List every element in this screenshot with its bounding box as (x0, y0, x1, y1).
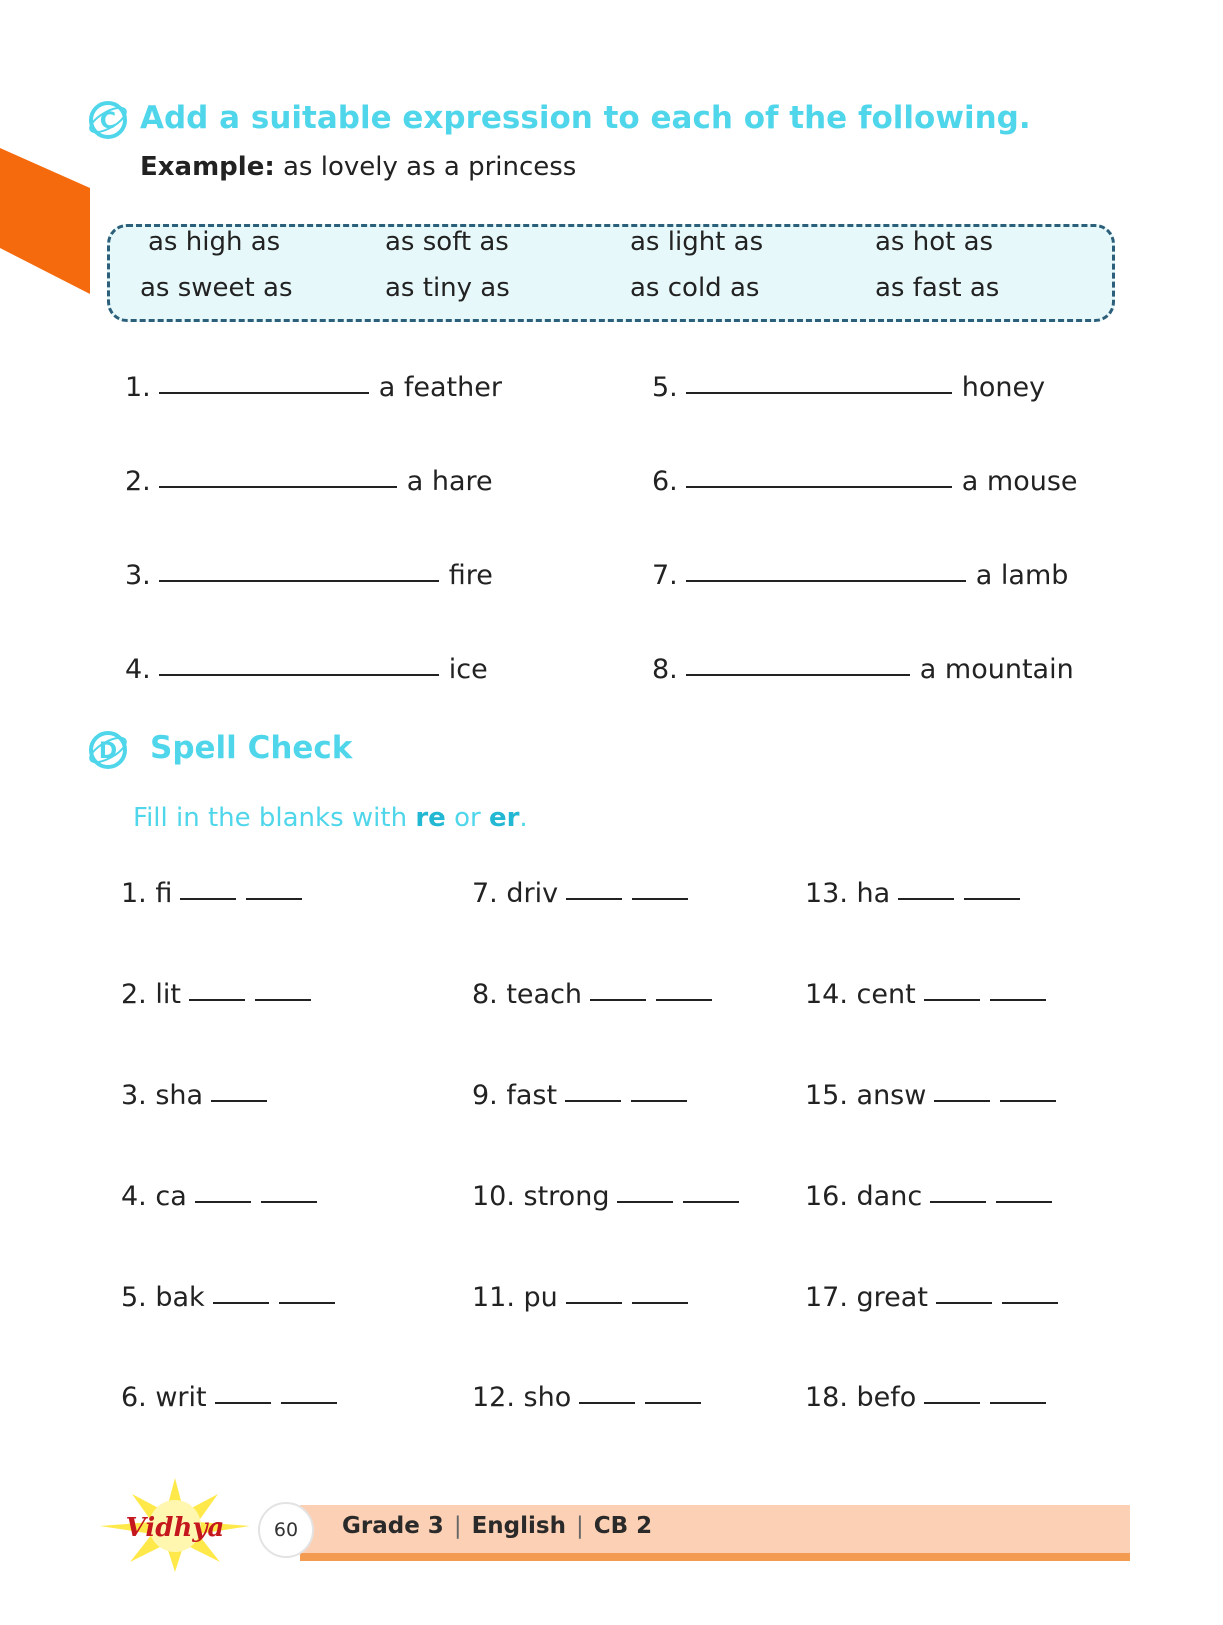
answer-blank[interactable] (686, 579, 966, 582)
letter-blank[interactable] (936, 1301, 992, 1304)
letter-blank[interactable] (1002, 1301, 1058, 1304)
question-row (652, 560, 1068, 591)
question-ending: a hare (406, 466, 493, 497)
question-ending: honey (961, 372, 1046, 403)
example-text: as lovely as a princess (274, 152, 577, 182)
spell-item (121, 1282, 335, 1313)
question-row (125, 654, 488, 685)
letter-blank[interactable] (934, 1099, 990, 1102)
letter-blank[interactable] (996, 1200, 1052, 1203)
letter-blank[interactable] (683, 1200, 739, 1203)
instruction-end: . (519, 803, 528, 833)
question-number: 4. (125, 654, 151, 685)
spell-word: 7. driv (472, 878, 559, 909)
spell-item (805, 1282, 1058, 1313)
spell-item (805, 878, 1020, 909)
letter-blank[interactable] (964, 897, 1020, 900)
letter-blank[interactable] (180, 897, 236, 900)
footer-separator: | (453, 1513, 462, 1539)
letter-blank[interactable] (211, 1099, 267, 1102)
letter-blank[interactable] (924, 1401, 980, 1404)
answer-blank[interactable] (159, 391, 369, 394)
instruction-or: or (445, 803, 489, 833)
letter-blank[interactable] (189, 998, 245, 1001)
vidhya-logo (90, 1474, 260, 1574)
question-ending: a mouse (961, 466, 1078, 497)
question-row (125, 560, 493, 591)
letter-blank[interactable] (617, 1200, 673, 1203)
instruction-er: er (488, 803, 520, 833)
spell-item (121, 1181, 317, 1212)
question-ending: a lamb (975, 560, 1069, 591)
spell-word: 17. great (805, 1282, 928, 1313)
spell-word: 11. pu (472, 1282, 558, 1313)
question-row (125, 372, 502, 403)
spell-word: 8. teach (472, 979, 583, 1010)
spell-item (121, 1382, 337, 1413)
footer-separator: | (575, 1513, 584, 1539)
spell-word: 1. fi (121, 878, 173, 909)
example-line (140, 152, 576, 182)
expression-item: as tiny as (385, 273, 510, 303)
answer-blank[interactable] (159, 673, 439, 676)
letter-blank[interactable] (656, 998, 712, 1001)
page-number: 60 (258, 1502, 314, 1558)
footer-label (342, 1513, 652, 1539)
letter-blank[interactable] (632, 1301, 688, 1304)
spell-word: 2. lit (121, 979, 181, 1010)
spell-item (121, 979, 311, 1010)
question-ending: fire (448, 560, 493, 591)
question-row (652, 654, 1074, 685)
instruction-re: re (415, 803, 446, 833)
letter-blank[interactable] (255, 998, 311, 1001)
letter-blank[interactable] (930, 1200, 986, 1203)
spell-word: 6. writ (121, 1382, 207, 1413)
answer-blank[interactable] (159, 579, 439, 582)
question-number: 7. (652, 560, 678, 591)
letter-blank[interactable] (565, 1099, 621, 1102)
instruction-pre: Fill in the blanks with (133, 803, 416, 833)
spell-word: 18. befo (805, 1382, 917, 1413)
letter-blank[interactable] (645, 1401, 701, 1404)
answer-blank[interactable] (686, 673, 910, 676)
letter-blank[interactable] (632, 897, 688, 900)
question-row (652, 466, 1078, 497)
question-number: 5. (652, 372, 678, 403)
answer-blank[interactable] (686, 485, 952, 488)
spell-item (472, 1080, 687, 1111)
spell-word: 5. bak (121, 1282, 205, 1313)
expression-item: as soft as (385, 227, 509, 257)
question-ending: a mountain (919, 654, 1074, 685)
answer-blank[interactable] (159, 485, 397, 488)
letter-blank[interactable] (281, 1401, 337, 1404)
letter-blank[interactable] (566, 1301, 622, 1304)
spell-item (121, 1080, 267, 1111)
question-ending: ice (448, 654, 488, 685)
question-number: 2. (125, 466, 151, 497)
letter-blank[interactable] (566, 897, 622, 900)
footer-accent-line (300, 1553, 1130, 1561)
section-c-badge-icon (87, 99, 129, 141)
section-c-badge-letter: C (99, 109, 117, 134)
section-c-title: Add a suitable expression to each of the following. (140, 100, 1031, 136)
letter-blank[interactable] (261, 1200, 317, 1203)
spell-item (472, 979, 712, 1010)
section-d-title: Spell Check (150, 730, 353, 766)
section-d-badge-icon (87, 729, 129, 771)
logo-text: Vidhya (125, 1513, 225, 1543)
instruction-line (133, 803, 528, 833)
question-number: 6. (652, 466, 678, 497)
spell-item (805, 1382, 1046, 1413)
spell-item (121, 878, 302, 909)
letter-blank[interactable] (215, 1401, 271, 1404)
expression-item: as sweet as (140, 273, 293, 303)
spell-word: 12. sho (472, 1382, 572, 1413)
question-number: 8. (652, 654, 678, 685)
letter-blank[interactable] (1000, 1099, 1056, 1102)
letter-blank[interactable] (246, 897, 302, 900)
spell-word: 14. cent (805, 979, 916, 1010)
letter-blank[interactable] (898, 897, 954, 900)
question-number: 1. (125, 372, 151, 403)
side-tab-decoration (0, 148, 90, 294)
expression-item: as fast as (875, 273, 1000, 303)
spell-word: 10. strong (472, 1181, 610, 1212)
question-row (125, 466, 493, 497)
spell-word: 16. danc (805, 1181, 923, 1212)
letter-blank[interactable] (924, 998, 980, 1001)
spell-word: 3. sha (121, 1080, 204, 1111)
spell-word: 4. ca (121, 1181, 187, 1212)
example-label: Example: (140, 152, 275, 182)
expression-item: as high as (148, 227, 281, 257)
question-row (652, 372, 1045, 403)
expression-item: as hot as (875, 227, 994, 257)
spell-item (472, 1382, 701, 1413)
question-ending: a feather (378, 372, 502, 403)
footer-grade: Grade 3 (342, 1513, 444, 1539)
footer-book: CB 2 (593, 1513, 653, 1539)
spell-word: 13. ha (805, 878, 891, 909)
letter-blank[interactable] (279, 1301, 335, 1304)
letter-blank[interactable] (990, 1401, 1046, 1404)
expression-item: as light as (630, 227, 764, 257)
spell-item (805, 1080, 1056, 1111)
answer-blank[interactable] (686, 391, 952, 394)
spell-word: 15. answ (805, 1080, 927, 1111)
spell-item (805, 1181, 1052, 1212)
spell-item (472, 1282, 688, 1313)
spell-item (472, 878, 688, 909)
letter-blank[interactable] (195, 1200, 251, 1203)
question-number: 3. (125, 560, 151, 591)
letter-blank[interactable] (590, 998, 646, 1001)
section-d-badge-letter: D (98, 739, 118, 764)
spell-item (472, 1181, 739, 1212)
letter-blank[interactable] (631, 1099, 687, 1102)
footer-subject: English (471, 1513, 566, 1539)
letter-blank[interactable] (579, 1401, 635, 1404)
spell-item (805, 979, 1046, 1010)
expression-item: as cold as (630, 273, 760, 303)
letter-blank[interactable] (213, 1301, 269, 1304)
spell-word: 9. fast (472, 1080, 558, 1111)
letter-blank[interactable] (990, 998, 1046, 1001)
